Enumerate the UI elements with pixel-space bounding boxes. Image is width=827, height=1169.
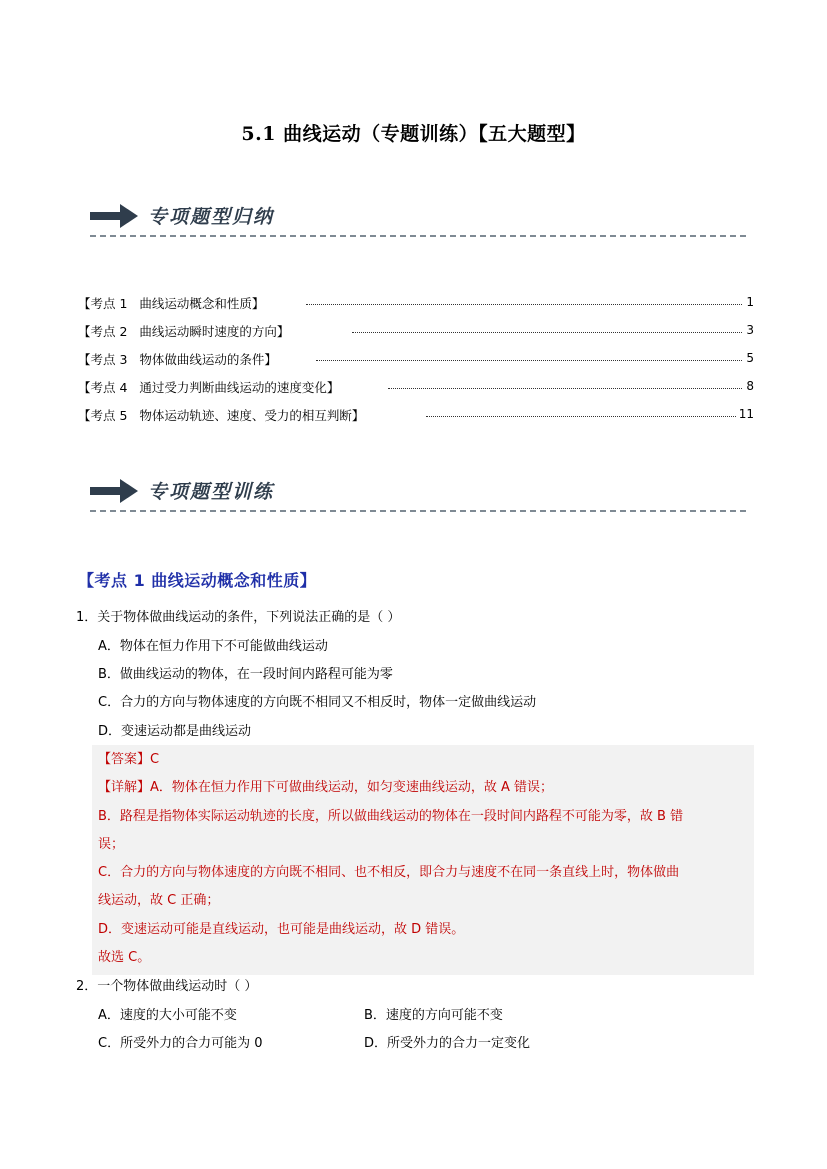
section-banner-summary <box>90 199 750 239</box>
section-heading: 【考点 1 曲线运动概念和性质】 <box>78 571 317 590</box>
answer-detail-line: C．合力的方向与物体速度的方向既不相同、也不相反，即合力与速度不在同一条直线上时，物体做曲 <box>98 865 680 880</box>
answer-detail-line: D．变速运动可能是直线运动，也可能是曲线运动，故 D 错误。 <box>98 922 465 937</box>
toc-item[interactable] <box>78 345 754 373</box>
question-option: D．变速运动都是曲线运动 <box>98 724 252 739</box>
toc-page: 5 <box>746 351 754 365</box>
question-stem: 2．一个物体做曲线运动时（ ） <box>76 979 258 994</box>
toc-page: 1 <box>746 295 754 309</box>
toc-label: 物体运动轨迹、速度、受力的相互判断】 <box>139 408 365 423</box>
question-option: C．所受外力的合力可能为 0 <box>98 1036 263 1051</box>
question-option: A．物体在恒力作用下不可能做曲线运动 <box>98 639 328 654</box>
question-option: B．速度的方向可能不变 <box>364 1008 503 1023</box>
toc-item[interactable] <box>78 373 754 401</box>
toc-page: 11 <box>738 407 754 421</box>
banner-title: 专项题型归纳 <box>148 206 275 228</box>
toc-leader <box>316 360 742 361</box>
question-option: D．所受外力的合力一定变化 <box>364 1036 531 1051</box>
toc-label: 曲线运动概念和性质】 <box>139 296 265 311</box>
toc-item[interactable] <box>78 401 754 429</box>
toc-item[interactable] <box>78 317 754 345</box>
toc-tag: 【考点 1 <box>78 296 128 311</box>
toc-leader <box>426 416 736 417</box>
answer-detail-line: B．路程是指物体实际运动轨迹的长度，所以做曲线运动的物体在一段时间内路程不可能为零，故 B 错 <box>98 809 684 824</box>
toc-item[interactable] <box>78 289 754 317</box>
section-banner-training <box>90 474 750 514</box>
toc-label: 通过受力判断曲线运动的速度变化】 <box>139 380 340 395</box>
toc-leader <box>388 388 742 389</box>
toc-tag: 【考点 4 <box>78 380 128 395</box>
question-option: B．做曲线运动的物体，在一段时间内路程可能为零 <box>98 667 393 682</box>
banner-divider <box>90 510 746 512</box>
answer-conclusion: 故选 C。 <box>98 950 151 965</box>
answer-detail-line: 误； <box>98 837 125 852</box>
toc-tag: 【考点 5 <box>78 408 128 423</box>
toc-label: 曲线运动瞬时速度的方向】 <box>139 324 290 339</box>
answer-detail-line: 线运动，故 C 正确； <box>98 893 220 908</box>
toc-page: 8 <box>746 379 754 393</box>
answer-detail-line: 【详解】A．物体在恒力作用下可做曲线运动，如匀变速曲线运动，故 A 错误； <box>98 780 554 795</box>
table-of-contents <box>78 289 754 429</box>
question-option: C．合力的方向与物体速度的方向既不相同又不相反时，物体一定做曲线运动 <box>98 695 537 710</box>
banner-title: 专项题型训练 <box>148 481 275 503</box>
question-option: A．速度的大小可能不变 <box>98 1008 237 1023</box>
banner-divider <box>90 235 746 237</box>
arrow-icon <box>90 476 140 506</box>
toc-tag: 【考点 3 <box>78 352 128 367</box>
toc-label: 物体做曲线运动的条件】 <box>139 352 277 367</box>
toc-page: 3 <box>746 323 754 337</box>
question-stem: 1．关于物体做曲线运动的条件，下列说法正确的是（ ） <box>76 610 401 625</box>
page-title: 5.1 曲线运动（专题训练）【五大题型】 <box>241 123 586 145</box>
answer-label: 【答案】C <box>98 752 160 767</box>
toc-leader <box>306 304 742 305</box>
toc-tag: 【考点 2 <box>78 324 128 339</box>
toc-leader <box>352 332 742 333</box>
arrow-icon <box>90 201 140 231</box>
